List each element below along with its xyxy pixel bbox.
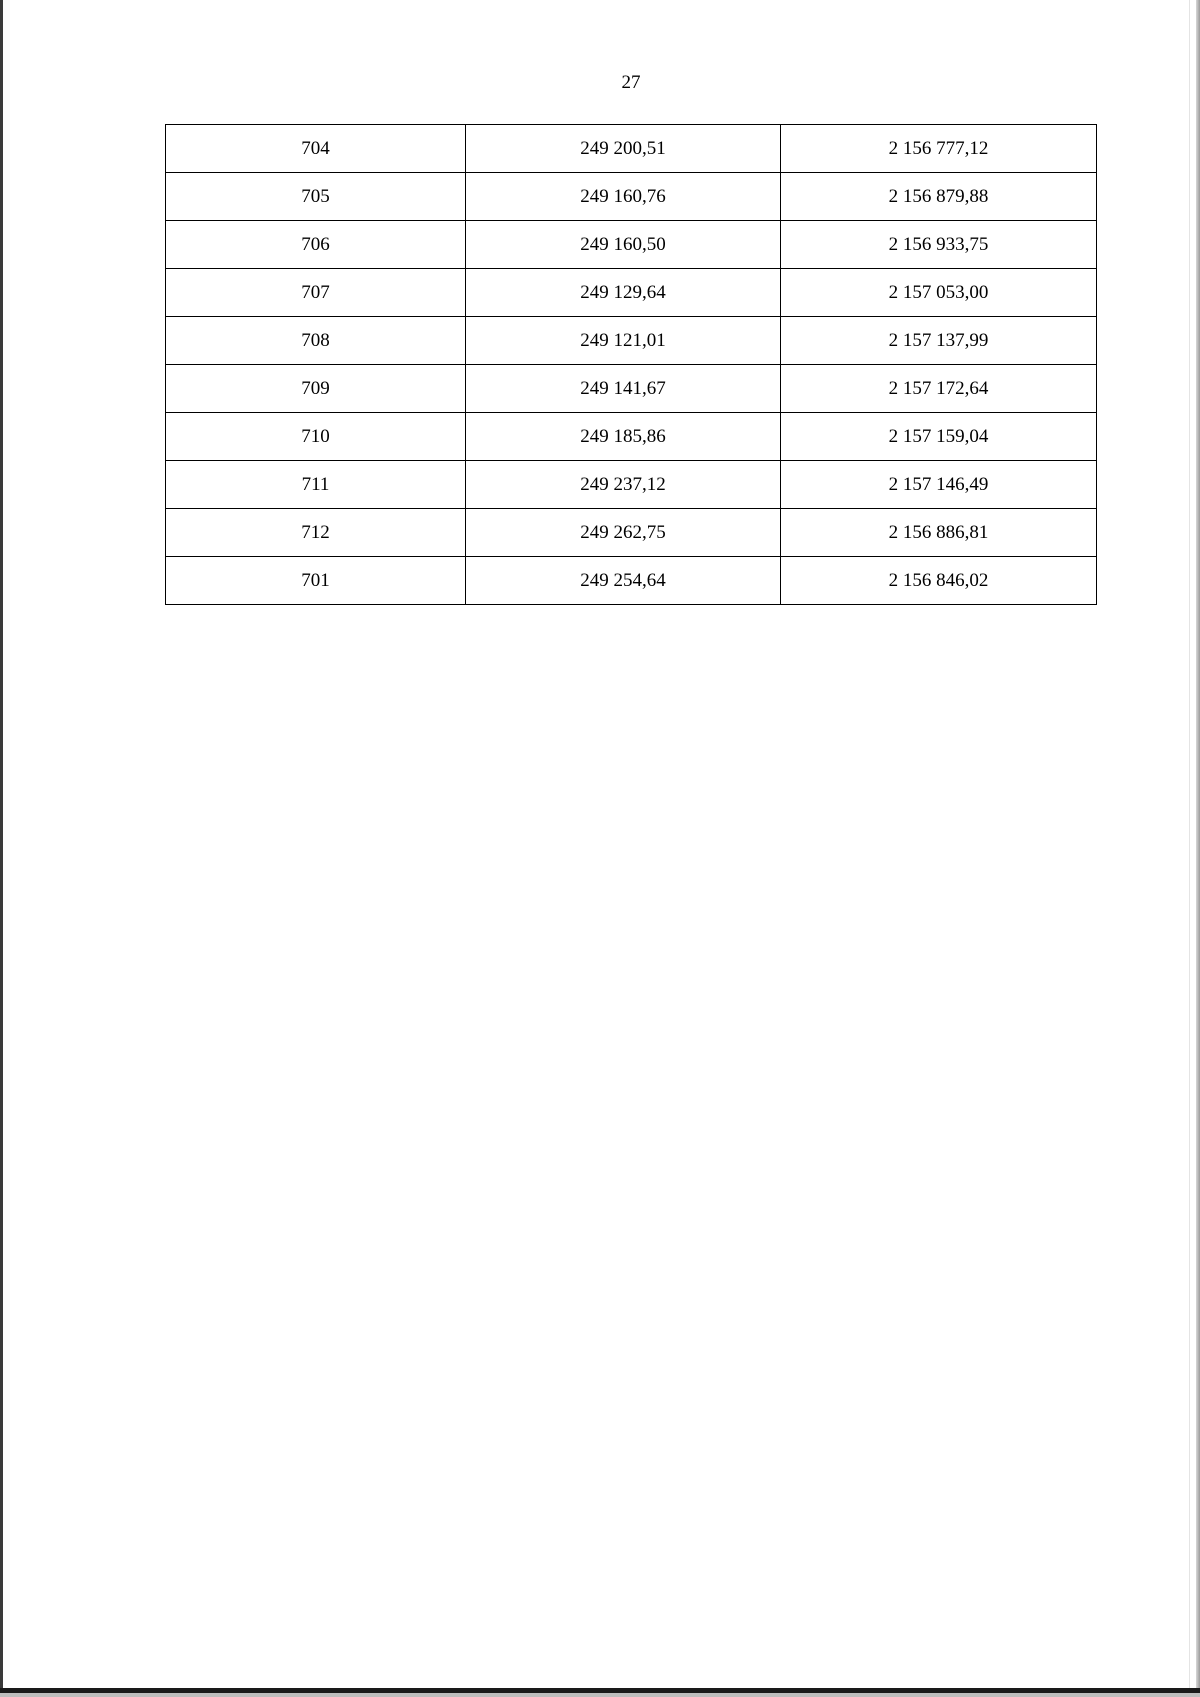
table-row — [166, 173, 1097, 221]
coordinates-table — [165, 124, 1097, 605]
point-number-cell: 705 — [166, 173, 466, 221]
x-coordinate-cell: 249 160,50 — [466, 221, 781, 269]
table-row — [166, 221, 1097, 269]
x-coordinate-cell: 249 185,86 — [466, 413, 781, 461]
x-coordinate-cell: 249 200,51 — [466, 125, 781, 173]
y-coordinate-cell: 2 157 146,49 — [781, 461, 1097, 509]
point-number-cell: 706 — [166, 221, 466, 269]
scan-left-edge — [0, 0, 3, 1697]
y-coordinate-cell: 2 156 879,88 — [781, 173, 1097, 221]
y-coordinate-cell: 2 157 137,99 — [781, 317, 1097, 365]
table-row — [166, 317, 1097, 365]
point-number-cell: 709 — [166, 365, 466, 413]
y-coordinate-cell: 2 156 846,02 — [781, 557, 1097, 605]
scan-right-edge — [1196, 0, 1200, 1697]
point-number-cell: 704 — [166, 125, 466, 173]
y-coordinate-cell: 2 156 777,12 — [781, 125, 1097, 173]
x-coordinate-cell: 249 129,64 — [466, 269, 781, 317]
table-row — [166, 461, 1097, 509]
point-number-cell: 707 — [166, 269, 466, 317]
point-number-cell: 712 — [166, 509, 466, 557]
page-number: 27 — [621, 72, 641, 93]
table-row — [166, 509, 1097, 557]
y-coordinate-cell: 2 156 886,81 — [781, 509, 1097, 557]
scan-bottom-shadow — [0, 1693, 1200, 1697]
x-coordinate-cell: 249 237,12 — [466, 461, 781, 509]
table-row — [166, 365, 1097, 413]
table-row — [166, 413, 1097, 461]
x-coordinate-cell: 249 254,64 — [466, 557, 781, 605]
y-coordinate-cell: 2 157 172,64 — [781, 365, 1097, 413]
scan-right-fold-line — [1189, 0, 1190, 1697]
x-coordinate-cell: 249 141,67 — [466, 365, 781, 413]
x-coordinate-cell: 249 262,75 — [466, 509, 781, 557]
point-number-cell: 708 — [166, 317, 466, 365]
y-coordinate-cell: 2 156 933,75 — [781, 221, 1097, 269]
point-number-cell: 701 — [166, 557, 466, 605]
point-number-cell: 711 — [166, 461, 466, 509]
table-row — [166, 125, 1097, 173]
table-row — [166, 269, 1097, 317]
y-coordinate-cell: 2 157 053,00 — [781, 269, 1097, 317]
point-number-cell: 710 — [166, 413, 466, 461]
table-row — [166, 557, 1097, 605]
x-coordinate-cell: 249 121,01 — [466, 317, 781, 365]
x-coordinate-cell: 249 160,76 — [466, 173, 781, 221]
y-coordinate-cell: 2 157 159,04 — [781, 413, 1097, 461]
